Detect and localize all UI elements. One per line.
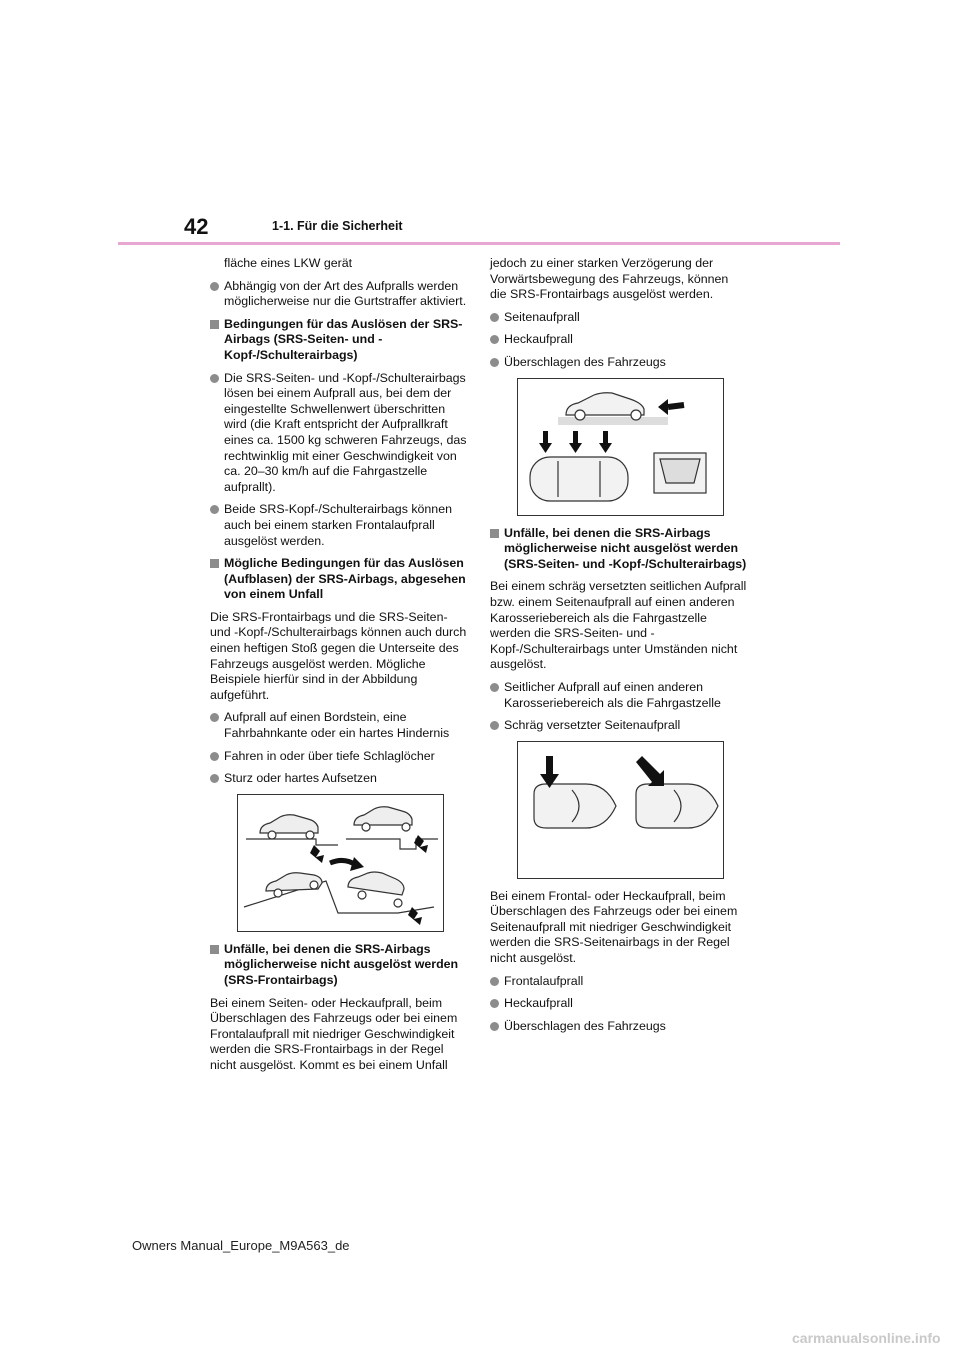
bullet-item: Aufprall auf einen Bordstein, eine Fahrbahnkante oder ein hartes Hindernis <box>210 710 468 741</box>
bullet-item: Fahren in oder über tiefe Schlaglöcher <box>210 749 468 765</box>
watermark: carmanualsonline.info <box>792 1330 941 1346</box>
continued-text: fläche eines LKW gerät <box>224 256 353 270</box>
header-divider <box>118 242 840 245</box>
bullet-item: Beide SRS-Kopf-/Schulterairbags können auch bei einem starken Frontalaufprall ausgelöst werden. <box>210 502 468 549</box>
section-title: 1-1. Für die Sicherheit <box>272 219 403 233</box>
paragraph: jedoch zu einer starken Verzögerung der Vorwärtsbewegung des Fahrzeugs, können die SRS-Frontairbags ausgelöst werden. <box>490 256 729 302</box>
bullet-dot-icon <box>210 752 219 761</box>
bullet-dot-icon <box>490 721 499 730</box>
bullet-item: Abhängig von der Art des Aufpralls werden möglicherweise nur die Gurtstraffer aktiviert. <box>210 279 468 310</box>
heading-square-icon <box>210 559 219 568</box>
bullet-dot-icon <box>210 505 219 514</box>
right-column <box>490 256 748 1041</box>
illustration-oblique-side-impact <box>517 741 724 879</box>
paragraph: Bei einem Frontal- oder Heckaufprall, beim Überschlagen des Fahrzeugs oder bei einem Seitenaufprall mit niedriger Geschwindigkeit werden die SRS-Seitenairbags in der Regel nicht ausgelöst. <box>490 888 738 966</box>
bullet-item: Überschlagen des Fahrzeugs <box>490 355 748 371</box>
bullet-dot-icon <box>210 713 219 722</box>
bullet-dot-icon <box>490 1022 499 1031</box>
heading-square-icon <box>210 945 219 954</box>
heading-square-icon <box>490 529 499 538</box>
bullet-item: Frontalaufprall <box>490 974 748 990</box>
paragraph: Die SRS-Frontairbags und die SRS-Seiten- und -Kopf-/Schulterairbags können auch durch einen heftigen Stoß gegen die Unterseite des Fahrzeugs ausgelöst werden. Mögliche Beispiele hierfür sind in der Abbildung aufgeführt. <box>210 609 467 702</box>
bullet-item: Seitenaufprall <box>490 310 748 326</box>
paragraph: Bei einem Seiten- oder Heckaufprall, beim Überschlagen des Fahrzeugs oder bei einem Frontalaufprall mit niedriger Geschwindigkeit werden die SRS-Frontairbags in der Regel nicht ausgelöst. Kommt es bei einem Unfall <box>210 995 458 1072</box>
section-heading: Unfälle, bei denen die SRS-Airbags möglicherweise nicht ausgelöst werden (SRS-Seiten- und -Kopf-/Schulterairbags) <box>490 526 748 573</box>
bullet-dot-icon <box>490 977 499 986</box>
heading-square-icon <box>210 320 219 329</box>
bullet-item: Überschlagen des Fahrzeugs <box>490 1019 748 1035</box>
bullet-dot-icon <box>490 683 499 692</box>
paragraph: Bei einem schräg versetzten seitlichen Aufprall bzw. einem Seitenaufprall auf einen anderen Karosseriebereich als die Fahrgastzelle werden die SRS-Seiten- und -Kopf-/Schulterairbags unter Umständen nicht ausgelöst. <box>490 579 747 672</box>
section-heading: Mögliche Bedingungen für das Auslösen (Aufblasen) der SRS-Airbags, abgesehen von einem Unfall <box>210 556 468 603</box>
bullet-dot-icon <box>210 282 219 291</box>
section-heading: Bedingungen für das Auslösen der SRS-Airbags (SRS-Seiten- und -Kopf-/Schulterairbags) <box>210 317 468 364</box>
bullet-dot-icon <box>490 335 499 344</box>
footer-manual-id: Owners Manual_Europe_M9A563_de <box>132 1238 350 1253</box>
bullet-item: Seitlicher Aufprall auf einen anderen Karosseriebereich als die Fahrgastzelle <box>490 680 748 711</box>
bullet-item: Schräg versetzter Seitenaufprall <box>490 718 748 734</box>
illustration-side-rear-rollover <box>517 378 724 516</box>
bullet-item: Sturz oder hartes Aufsetzen <box>210 771 468 787</box>
bullet-dot-icon <box>210 374 219 383</box>
bullet-dot-icon <box>490 313 499 322</box>
bullet-item: Die SRS-Seiten- und -Kopf-/Schulterairbags lösen bei einem Aufprall aus, bei dem der eingestellte Schwellenwert überschritten wird (die Kraft entspricht der Aufprallkraft eines ca. 1500 kg schweren Fahrzeugs, das rechtwinklig mit einer Geschwindigkeit von ca. 20–30 km/h auf die Fahrgastzelle aufprallt). <box>210 371 468 496</box>
bullet-dot-icon <box>490 999 499 1008</box>
section-heading: Unfälle, bei denen die SRS-Airbags möglicherweise nicht ausgelöst werden (SRS-Frontairbags) <box>210 942 468 989</box>
left-column <box>210 256 468 1081</box>
illustration-underbody-impacts <box>237 794 444 932</box>
bullet-dot-icon <box>210 774 219 783</box>
bullet-dot-icon <box>490 358 499 367</box>
page-number: 42 <box>184 214 209 239</box>
bullet-item: Heckaufprall <box>490 996 748 1012</box>
bullet-item: Heckaufprall <box>490 332 748 348</box>
